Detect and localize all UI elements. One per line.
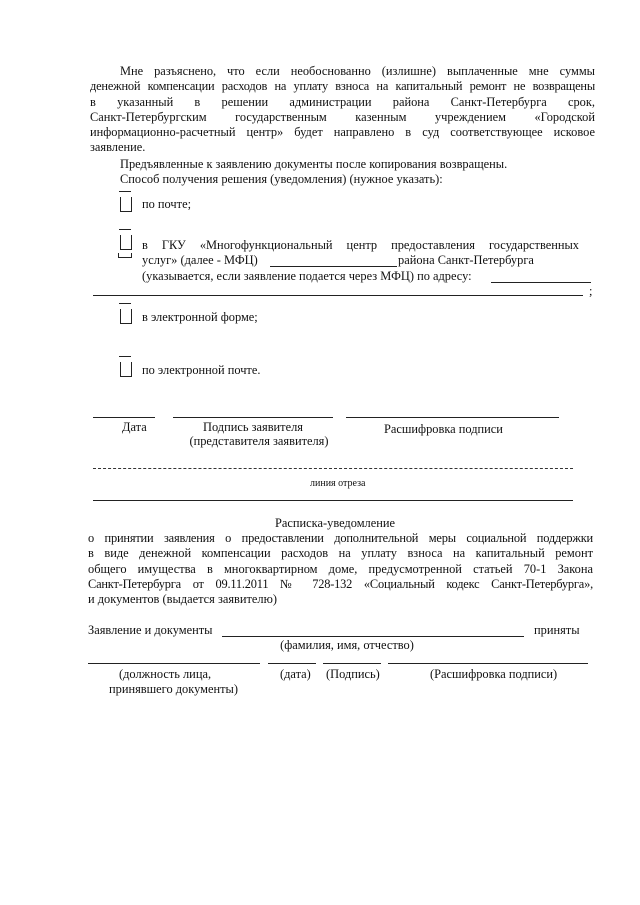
receipt-date-field-line[interactable]	[268, 663, 316, 664]
accepted-suffix: приняты	[534, 623, 580, 637]
explanation-line-2: денежной компенсации расходов на уплату взноса на капитальный ремонт не возвращены	[90, 79, 595, 93]
fio-field-line[interactable]	[222, 636, 524, 637]
mfc-address-field-line-1[interactable]	[491, 282, 591, 283]
explanation-line-6: заявление.	[90, 140, 146, 154]
option-mfc-end: ;	[589, 284, 593, 298]
position-caption-line-1: (должность лица,	[119, 667, 212, 681]
transcript-caption: Расшифровка подписи	[384, 422, 503, 436]
option-post-label: по почте;	[142, 197, 192, 211]
date-caption: Дата	[122, 420, 147, 434]
checkbox-electronic[interactable]	[120, 309, 132, 324]
date-field-line[interactable]	[93, 417, 155, 418]
option-email-label: по электронной почте.	[142, 363, 261, 377]
receipt-line-1: о принятии заявления о предоставлении дополнительной меры социальной поддержки	[88, 531, 593, 545]
receipt-signature-field-line[interactable]	[323, 663, 381, 664]
method-heading: Способ получения решения (уведомления) (нужное указать):	[120, 172, 443, 186]
transcript-field-line[interactable]	[346, 417, 559, 418]
receipt-separator-line	[93, 500, 573, 501]
receipt-line-5: и документов (выдается заявителю)	[88, 592, 277, 606]
explanation-line-1: Мне разъяснено, что если необоснованно (излишне) выплаченные мне суммы	[120, 64, 595, 78]
explanation-line-3: в указанный в решении администрации района Санкт-Петербурга срок,	[90, 95, 595, 109]
signature-field-line[interactable]	[173, 417, 333, 418]
checkbox-post[interactable]	[120, 197, 132, 212]
signature-caption-line-2: (представителя заявителя)	[189, 434, 329, 448]
option-electronic-label: в электронной форме;	[142, 310, 258, 324]
checkbox-email[interactable]	[120, 362, 132, 377]
accepted-prefix: Заявление и документы	[88, 623, 213, 637]
mfc-district-field-line[interactable]	[270, 266, 397, 267]
receipt-line-2: в виде денежной компенсации расходов на уплату взноса на капитальный ремонт	[88, 546, 593, 560]
option-mfc-line-3: (указывается, если заявление подается через МФЦ) по адресу:	[142, 269, 472, 283]
position-caption-line-2: принявшего документы)	[109, 682, 238, 696]
fio-caption: (фамилия, имя, отчество)	[280, 638, 414, 652]
receipt-line-4: Санкт-Петербурга от 09.11.2011 № 728-132 «Социальный кодекс Санкт-Петербурга»,	[88, 577, 593, 591]
receipt-title: Расписка-уведомление	[275, 516, 395, 530]
option-mfc-line-2a: услуг» (далее - МФЦ)	[142, 253, 258, 267]
signature-caption-line-1: Подпись заявителя	[203, 420, 303, 434]
receipt-transcript-field-line[interactable]	[388, 663, 588, 664]
cut-line-label: линия отреза	[310, 478, 366, 489]
docs-returned-text: Предъявленные к заявлению документы после копирования возвращены.	[120, 157, 508, 171]
position-field-line[interactable]	[88, 663, 260, 664]
explanation-line-5: информационно-расчетный центр» будет направлено в суд соответствующее исковое	[90, 125, 595, 139]
cut-dashed-line	[93, 468, 573, 469]
option-mfc-line-1: в ГКУ «Многофункциональный центр предоставления государственных	[142, 238, 579, 252]
explanation-line-4: Санкт-Петербургским государственным казенным учреждением «Городской	[90, 110, 595, 124]
receipt-transcript-caption: (Расшифровка подписи)	[430, 667, 558, 681]
option-mfc-line-2b: района Санкт-Петербурга	[398, 253, 534, 267]
receipt-signature-caption: (Подпись)	[326, 667, 380, 681]
receipt-line-3: общего имущества в многоквартирном доме, предусмотренной статьей 70-1 Закона	[88, 562, 593, 576]
checkbox-mfc[interactable]	[120, 235, 132, 250]
receipt-date-caption: (дата)	[280, 667, 311, 681]
mfc-address-field-line-2[interactable]	[93, 295, 583, 296]
checkbox-mfc-lower-bracket	[118, 253, 132, 258]
